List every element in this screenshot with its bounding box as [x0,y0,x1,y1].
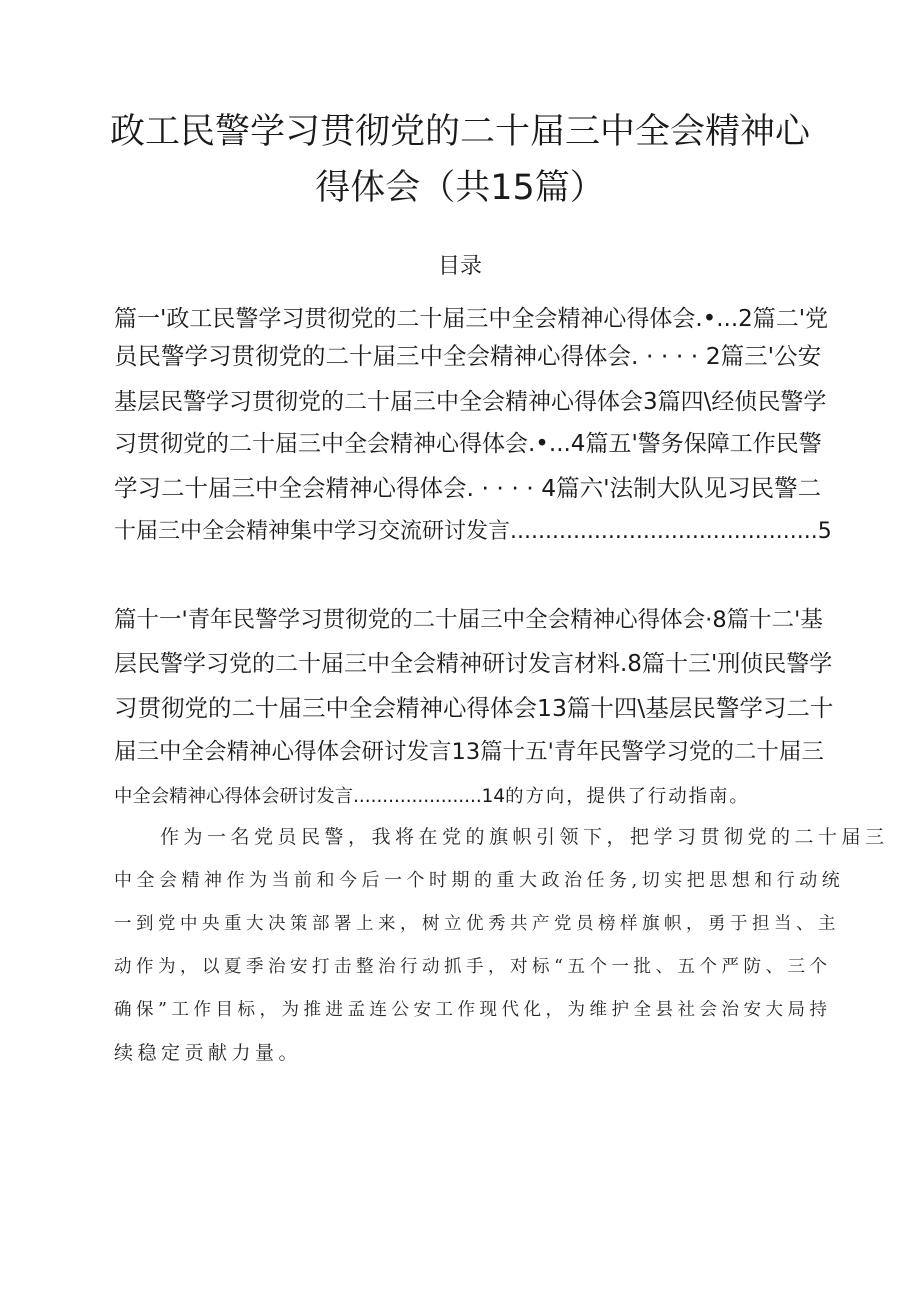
document-title-line-1: 政工民警学习贯彻党的二十届三中全会精神心 [109,112,810,152]
body-paragraph-line: 作为一名党员民警，我将在党的旗帜引领下，把学习贯彻党的二十届三 [160,826,889,848]
body-paragraph-line: 一到党中央重大决策部署上来，树立优秀共产党员榜样旗帜，勇于担当、主 [114,914,840,934]
toc-line [114,779,834,813]
toc-line: 层民警学习党的二十届三中全会精神研讨发言材料.8篇十三'刑侦民警学 [114,651,833,677]
body-paragraph-line: 续稳定贡献力量。 [114,1042,303,1064]
toc-line: 习贯彻党的二十届三中全会精神心得体会.•...4篇五'警务保障工作民警 [114,431,822,457]
body-paragraph-line: 确保”工作目标，为推进孟连公安工作现代化，为维护全县社会治安大局持 [114,1000,832,1020]
body-paragraph-line: 中全会精神作为当前和今后一个时期的重大政治任务,切实把思想和行动统 [114,870,845,891]
toc-line-text: 中全会精神心得体会研讨发言......................14 [114,786,506,807]
toc-line: 十届三中全会精神集中学习交流研讨发言............................................5 [114,519,832,544]
toc-line: 基层民警学习贯彻党的二十届三中全会精神心得体会3篇四\经侦民警学 [114,389,827,415]
toc-heading: 目录 [437,254,482,279]
toc-line: 届三中全会精神心得体会研讨发言13篇十五'青年民警学习党的二十届三 [114,739,824,765]
body-paragraph-line: 动作为，以夏季治安打击整治行动抓手，对标“五个一批、五个严防、三个 [114,957,832,977]
document-title-line-2: 得体会（共15篇） [315,168,605,208]
toc-line-tail: 的方向，提供了行动指南。 [505,786,750,807]
toc-line: 篇十一'青年民警学习贯彻党的二十届三中全会精神心得体会·8篇十二'基 [114,607,823,633]
toc-line: 习贯彻党的二十届三中全会精神心得体会13篇十四\基层民警学习二十 [114,694,834,722]
toc-line: 篇一'政工民警学习贯彻党的二十届三中全会精神心得体会.•...2篇二'党 [114,306,829,332]
toc-line: 学习二十届三中全会精神心得体会. · · · · 4篇六'法制大队见习民警二 [114,474,822,502]
toc-line: 员民警学习贯彻党的二十届三中全会精神心得体会. · · · · 2篇三'公安 [114,342,822,370]
